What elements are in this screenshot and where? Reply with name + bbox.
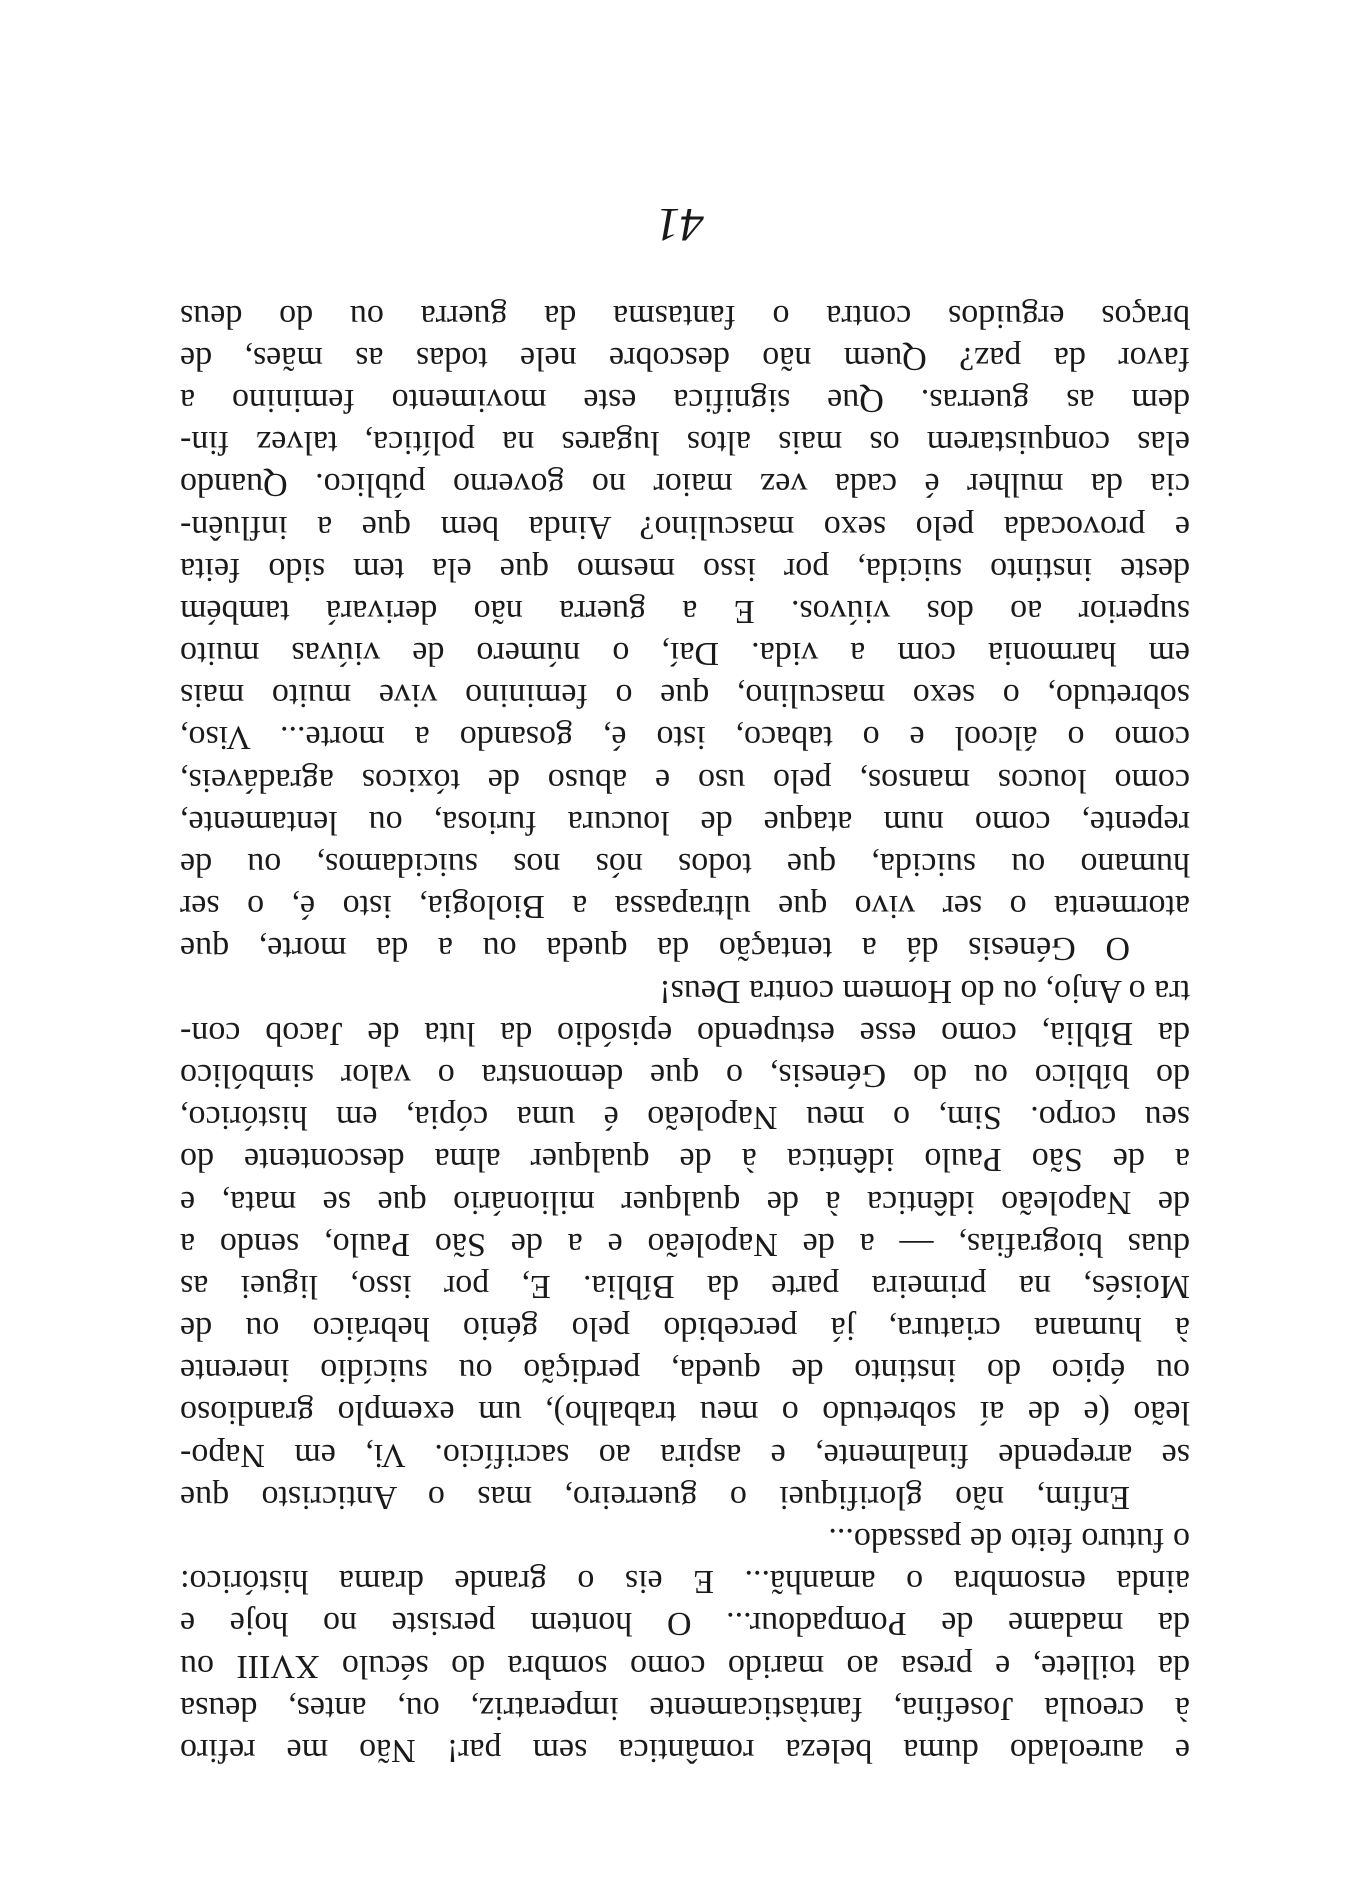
text-line: em harmonia com a vida. Daí, o número de viúvas muito bbox=[180, 635, 1190, 673]
text-line: à creoula Josefina, fantàsticamente imperatriz, ou, antes, deusa bbox=[180, 1689, 1190, 1727]
text-line: e provocada pelo sexo masculino? Ainda bem que a influên- bbox=[180, 508, 1190, 546]
text-line: ou épico do instinto de queda, perdição ou suicídio inerente bbox=[180, 1352, 1190, 1390]
text-line: repente, como num ataque de loucura furiosa, ou lentamente, bbox=[180, 803, 1190, 841]
text-line: e aureolado duma beleza romântica sem par! Não me refiro bbox=[180, 1732, 1190, 1769]
page-number: 41 bbox=[656, 198, 704, 251]
text-line: deste instinto suicida, por isso mesmo que ela tem sido feita bbox=[180, 550, 1190, 588]
text-line: braços erguidos contra o fantasma da guerra ou do deus bbox=[180, 297, 1190, 335]
text-line: da Bíblia, como esse estupendo episódio da luta de Jacob con- bbox=[180, 1014, 1190, 1052]
text-line: como loucos mansos, pelo uso e abuso de tóxicos agradáveis, bbox=[180, 761, 1190, 799]
text-line: elas conquistarem os mais altos lugares na política, talvez fin- bbox=[180, 424, 1190, 462]
text-line: seu corpo. Sim, o meu Napoleão é uma cópia, em histórico, bbox=[180, 1099, 1190, 1137]
text-line: duas biografias, — a de Napoleão e a de São Paulo, sendo a bbox=[180, 1225, 1190, 1263]
text-line: a de São Paulo idêntica à de qualquer alma descontente do bbox=[180, 1141, 1190, 1179]
text-line: do bíblico ou do Génesis, o que demonstra o valor simbólico bbox=[180, 1057, 1190, 1094]
text-line: Moisés, na primeira parte da Bíblia. E, por isso, liguei as bbox=[180, 1267, 1190, 1305]
text-line: O Génesis dá a tentação da queda ou a da morte, que bbox=[180, 930, 1130, 968]
text-line: leão (e de aí sobretudo o meu trabalho), um exemplo grandioso bbox=[180, 1394, 1190, 1432]
text-line: se arrepende finalmente, e aspira ao sacrifício. Vi, em Napo- bbox=[180, 1436, 1190, 1474]
text-line: humano ou suicida, que todos nós nos suicidamos, ou de bbox=[180, 846, 1190, 884]
text-line: Enfim, não glorifiquei o guerreiro, mas o Anticristo que bbox=[180, 1478, 1130, 1516]
text-line: atormenta o ser vivo que ultrapassa a Biologia, isto é, o ser bbox=[180, 888, 1190, 926]
text-line: sobretudo, o sexo masculino, que o feminino vive muito mais bbox=[180, 677, 1190, 715]
text-line: como o álcool e o tabaco, isto é, gosando a morte... Viso, bbox=[180, 719, 1190, 757]
text-line: da toillete, e presa ao marido como sombra do século XVIII ou bbox=[180, 1647, 1190, 1685]
text-line: tra o Anjo, ou do Homem contra Deus! bbox=[659, 972, 1190, 1010]
text-line: o futuro feito de passado... bbox=[828, 1521, 1190, 1559]
text-line: cia da mulher é cada vez maior no governo público. Quando bbox=[180, 466, 1190, 504]
text-line: ainda ensombra o amanhã... E eis o grande drama histórico: bbox=[180, 1563, 1190, 1601]
text-line: de Napoleão idêntica à de qualquer milionário que se mata, e bbox=[180, 1183, 1190, 1221]
page-body-text bbox=[180, 294, 1190, 1771]
text-line: favor da paz? Quem não descobre nele todas as mães, de bbox=[180, 339, 1190, 377]
text-line: superior ao dos viúvos. E a guerra não derivará também bbox=[180, 592, 1190, 630]
text-line: à humana criatura, já percebido pelo génio hebráico ou de bbox=[180, 1310, 1190, 1348]
text-line: da madame de Pompadour... O hontem persiste no hoje e bbox=[180, 1605, 1190, 1643]
text-line: dem as guerras. Que significa este movimento feminino a bbox=[180, 382, 1190, 419]
